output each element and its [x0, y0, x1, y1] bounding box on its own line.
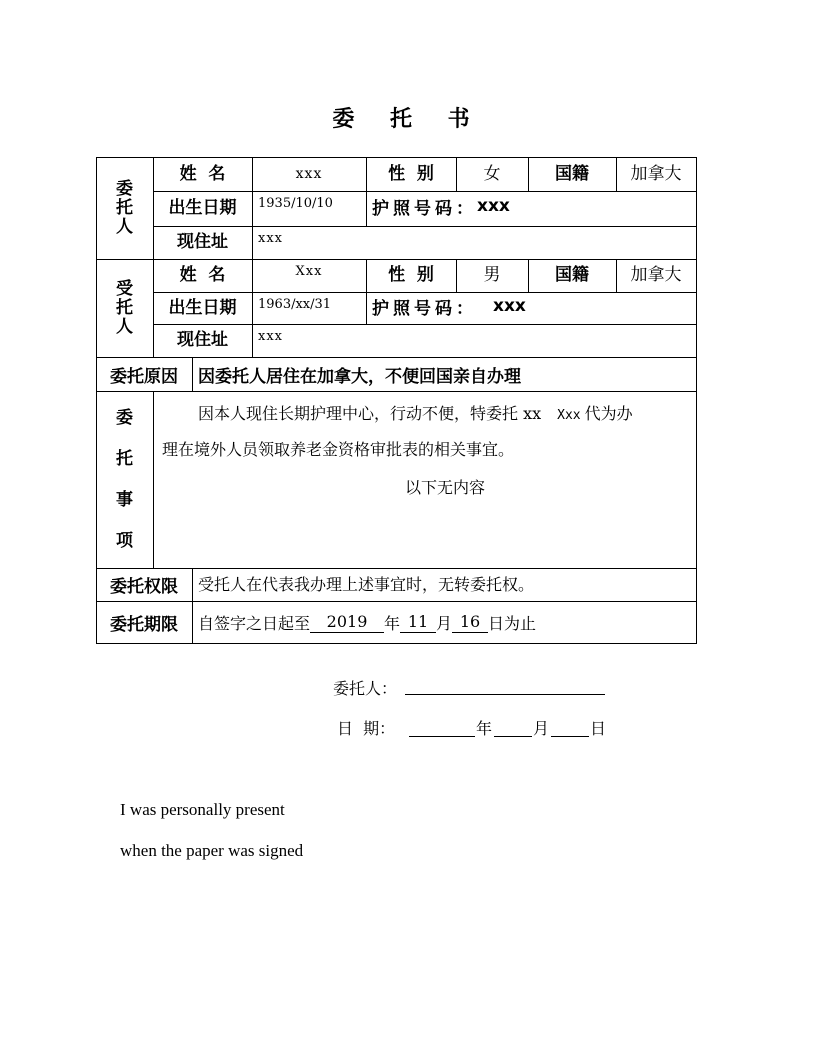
date-day-line — [551, 736, 589, 737]
principal-passport: 护照号码： xxx — [372, 196, 510, 219]
principal-name-value: xxx — [295, 166, 323, 182]
matters-line-2: 理在境外人员领取养老金资格审批表的相关事宜。 — [162, 440, 515, 459]
principal-nationality-value: 加拿大 — [630, 163, 682, 184]
agent-dob-label: 出生日期 — [168, 297, 237, 318]
authority-label: 委托权限 — [110, 577, 178, 597]
principal-dob-value: 1935/10/10 — [258, 195, 333, 211]
matters-line-1: 因本人现住长期护理中心，行动不便，特委托 xx Xxx 代为办 — [198, 404, 633, 423]
agent-address-label: 现住址 — [177, 329, 228, 350]
authority-text: 受托人在代表我办理上述事宜时，无转委托权。 — [198, 574, 535, 594]
date-month-line — [494, 736, 532, 737]
reason-text: 因委托人居住在加拿大，不便回国亲自办理 — [198, 366, 521, 387]
note-line-1: I was personally present — [120, 800, 285, 819]
document-title: 委 托 书 — [332, 107, 484, 132]
agent-passport: 护照号码： xxx — [372, 296, 526, 319]
principal-signature-label: 委托人： — [333, 679, 398, 698]
agent-nationality-value: 加拿大 — [630, 264, 682, 285]
agent-dob-value: 1963/xx/31 — [258, 296, 332, 312]
principal-gender-value: 女 — [483, 163, 501, 184]
agent-group-label: 受 托 人 — [116, 278, 133, 337]
date-year-unit: 年 — [476, 719, 493, 738]
agent-gender-label: 性 别 — [388, 264, 434, 285]
period-text: 自签字之日起至 2019 年 11 月 16 日为止 — [198, 611, 537, 633]
principal-dob-label: 出生日期 — [168, 197, 237, 218]
agent-name-label: 姓 名 — [179, 264, 226, 285]
date-year-line — [409, 736, 475, 737]
principal-name-label: 姓 名 — [179, 163, 226, 184]
period-label: 委托期限 — [110, 614, 178, 635]
date-day-unit: 日 — [590, 719, 607, 738]
matters-label: 委 托 事 项 — [116, 407, 133, 551]
principal-signature-line — [405, 694, 605, 695]
note-line-2: when the paper was signed — [120, 841, 304, 860]
agent-name-value: Xxx — [295, 263, 323, 279]
principal-gender-label: 性 别 — [388, 163, 434, 184]
principal-address-value: xxx — [258, 230, 283, 246]
matters-line-3: 以下无内容 — [404, 478, 485, 497]
date-month-unit: 月 — [533, 719, 550, 738]
principal-address-label: 现住址 — [177, 231, 228, 252]
agent-nationality-label: 国籍 — [555, 264, 589, 285]
reason-label: 委托原因 — [110, 366, 178, 387]
principal-nationality-label: 国籍 — [555, 163, 589, 184]
agent-gender-value: 男 — [483, 264, 501, 285]
agent-address-value: xxx — [258, 328, 283, 344]
date-label: 日 期： — [337, 719, 396, 738]
principal-group-label: 委 托 人 — [116, 178, 133, 237]
